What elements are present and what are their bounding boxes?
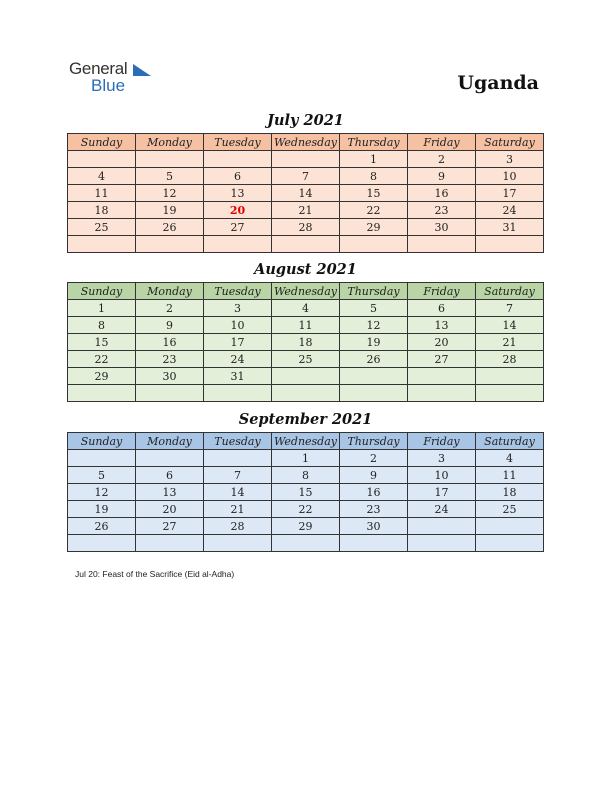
day-cell xyxy=(136,236,204,253)
day-cell: 29 xyxy=(68,368,136,385)
day-cell: 3 xyxy=(476,151,544,168)
day-cell: 26 xyxy=(340,351,408,368)
day-cell xyxy=(272,535,340,552)
day-cell: 21 xyxy=(204,501,272,518)
day-cell: 9 xyxy=(340,467,408,484)
day-cell: 13 xyxy=(136,484,204,501)
day-cell xyxy=(340,368,408,385)
day-cell xyxy=(476,518,544,535)
week-row xyxy=(68,236,544,253)
weekday-header: Monday xyxy=(136,134,204,151)
week-row xyxy=(68,300,544,317)
day-cell: 14 xyxy=(272,185,340,202)
day-cell: 2 xyxy=(340,450,408,467)
week-row xyxy=(68,501,544,518)
day-cell: 8 xyxy=(68,317,136,334)
day-cell: 31 xyxy=(204,368,272,385)
week-row xyxy=(68,385,544,402)
day-cell: 25 xyxy=(272,351,340,368)
day-cell: 31 xyxy=(476,219,544,236)
day-cell: 11 xyxy=(272,317,340,334)
country-title: Uganda xyxy=(457,72,539,94)
day-cell: 11 xyxy=(476,467,544,484)
day-cell xyxy=(408,518,476,535)
day-cell xyxy=(68,236,136,253)
day-cell: 27 xyxy=(408,351,476,368)
weekday-header: Thursday xyxy=(340,134,408,151)
day-cell: 20 xyxy=(136,501,204,518)
day-cell: 10 xyxy=(204,317,272,334)
weekday-header: Wednesday xyxy=(272,283,340,300)
month-title-september: September 2021 xyxy=(238,411,373,428)
weekday-header: Tuesday xyxy=(204,283,272,300)
week-row xyxy=(68,518,544,535)
day-cell: 5 xyxy=(68,467,136,484)
weekday-header: Tuesday xyxy=(204,433,272,450)
day-cell xyxy=(204,450,272,467)
day-cell xyxy=(136,151,204,168)
day-cell: 24 xyxy=(204,351,272,368)
day-cell: 2 xyxy=(136,300,204,317)
day-cell xyxy=(340,236,408,253)
week-row xyxy=(68,450,544,467)
day-cell: 8 xyxy=(272,467,340,484)
day-cell: 19 xyxy=(68,501,136,518)
weekday-header: Monday xyxy=(136,433,204,450)
calendar-body xyxy=(68,450,544,552)
weekday-header: Wednesday xyxy=(272,433,340,450)
day-cell: 4 xyxy=(68,168,136,185)
weekday-header: Sunday xyxy=(68,433,136,450)
weekday-header: Thursday xyxy=(340,433,408,450)
day-cell: 14 xyxy=(204,484,272,501)
weekday-header-row xyxy=(68,433,544,450)
day-cell: 17 xyxy=(204,334,272,351)
logo-text-general: General xyxy=(69,59,128,78)
day-cell xyxy=(136,450,204,467)
day-cell xyxy=(204,236,272,253)
calendar-body xyxy=(68,151,544,253)
week-row xyxy=(68,535,544,552)
day-cell xyxy=(68,385,136,402)
day-cell: 13 xyxy=(204,185,272,202)
day-cell: 30 xyxy=(340,518,408,535)
week-row xyxy=(68,484,544,501)
weekday-header: Sunday xyxy=(68,283,136,300)
day-cell: 7 xyxy=(204,467,272,484)
day-cell: 22 xyxy=(68,351,136,368)
calendar-september xyxy=(67,432,544,552)
day-cell xyxy=(272,236,340,253)
day-cell xyxy=(204,535,272,552)
day-cell: 5 xyxy=(136,168,204,185)
logo-text-blue: Blue xyxy=(91,76,126,95)
day-cell: 3 xyxy=(204,300,272,317)
day-cell xyxy=(408,368,476,385)
day-cell xyxy=(476,385,544,402)
day-cell: 19 xyxy=(136,202,204,219)
day-cell xyxy=(340,535,408,552)
day-cell: 16 xyxy=(408,185,476,202)
day-cell: 7 xyxy=(476,300,544,317)
weekday-header: Friday xyxy=(408,433,476,450)
day-cell: 4 xyxy=(476,450,544,467)
weekday-header: Tuesday xyxy=(204,134,272,151)
day-cell: 6 xyxy=(204,168,272,185)
day-cell: 18 xyxy=(476,484,544,501)
day-cell xyxy=(272,151,340,168)
day-cell: 1 xyxy=(340,151,408,168)
week-row xyxy=(68,317,544,334)
day-cell: 22 xyxy=(272,501,340,518)
weekday-header: Thursday xyxy=(340,283,408,300)
day-cell: 1 xyxy=(272,450,340,467)
day-cell: 12 xyxy=(68,484,136,501)
holiday-note: Jul 20: Feast of the Sacrifice (Eid al-Adha) xyxy=(75,569,235,579)
day-cell: 19 xyxy=(340,334,408,351)
week-row xyxy=(68,351,544,368)
day-cell xyxy=(476,236,544,253)
day-cell: 30 xyxy=(136,368,204,385)
day-cell: 25 xyxy=(476,501,544,518)
logo-triangle-icon xyxy=(133,62,153,78)
day-cell: 9 xyxy=(408,168,476,185)
day-cell: 28 xyxy=(476,351,544,368)
day-cell: 20 xyxy=(204,202,272,219)
week-row xyxy=(68,467,544,484)
day-cell: 9 xyxy=(136,317,204,334)
day-cell: 30 xyxy=(408,219,476,236)
day-cell: 17 xyxy=(408,484,476,501)
generalblue-logo xyxy=(69,60,127,94)
day-cell: 15 xyxy=(340,185,408,202)
day-cell xyxy=(68,535,136,552)
day-cell xyxy=(408,236,476,253)
day-cell: 1 xyxy=(68,300,136,317)
week-row xyxy=(68,368,544,385)
day-cell: 3 xyxy=(408,450,476,467)
day-cell: 24 xyxy=(408,501,476,518)
day-cell: 28 xyxy=(204,518,272,535)
week-row xyxy=(68,168,544,185)
day-cell: 13 xyxy=(408,317,476,334)
day-cell xyxy=(68,450,136,467)
day-cell xyxy=(272,385,340,402)
weekday-header: Saturday xyxy=(476,433,544,450)
day-cell xyxy=(408,535,476,552)
day-cell: 14 xyxy=(476,317,544,334)
day-cell: 18 xyxy=(68,202,136,219)
day-cell xyxy=(476,535,544,552)
day-cell xyxy=(136,385,204,402)
day-cell: 18 xyxy=(272,334,340,351)
week-row xyxy=(68,202,544,219)
day-cell: 16 xyxy=(340,484,408,501)
day-cell: 5 xyxy=(340,300,408,317)
day-cell xyxy=(408,385,476,402)
day-cell: 12 xyxy=(136,185,204,202)
day-cell: 11 xyxy=(68,185,136,202)
weekday-header: Saturday xyxy=(476,283,544,300)
month-title-july: July 2021 xyxy=(267,112,344,129)
weekday-header-row xyxy=(68,134,544,151)
day-cell: 2 xyxy=(408,151,476,168)
week-row xyxy=(68,334,544,351)
day-cell: 29 xyxy=(340,219,408,236)
day-cell: 26 xyxy=(136,219,204,236)
day-cell: 23 xyxy=(136,351,204,368)
day-cell: 28 xyxy=(272,219,340,236)
day-cell xyxy=(476,368,544,385)
calendar-july xyxy=(67,133,544,253)
weekday-header: Wednesday xyxy=(272,134,340,151)
day-cell: 25 xyxy=(68,219,136,236)
day-cell: 27 xyxy=(204,219,272,236)
weekday-header: Sunday xyxy=(68,134,136,151)
day-cell: 22 xyxy=(340,202,408,219)
month-title-august: August 2021 xyxy=(254,261,357,278)
day-cell xyxy=(68,151,136,168)
day-cell: 15 xyxy=(68,334,136,351)
weekday-header-row xyxy=(68,283,544,300)
day-cell: 20 xyxy=(408,334,476,351)
day-cell: 4 xyxy=(272,300,340,317)
day-cell: 21 xyxy=(476,334,544,351)
day-cell xyxy=(204,151,272,168)
weekday-header: Friday xyxy=(408,134,476,151)
day-cell: 21 xyxy=(272,202,340,219)
day-cell: 27 xyxy=(136,518,204,535)
day-cell: 10 xyxy=(408,467,476,484)
day-cell: 16 xyxy=(136,334,204,351)
day-cell: 15 xyxy=(272,484,340,501)
week-row xyxy=(68,185,544,202)
day-cell: 8 xyxy=(340,168,408,185)
day-cell: 29 xyxy=(272,518,340,535)
calendar-august xyxy=(67,282,544,402)
weekday-header: Monday xyxy=(136,283,204,300)
day-cell: 17 xyxy=(476,185,544,202)
day-cell: 23 xyxy=(340,501,408,518)
week-row xyxy=(68,151,544,168)
calendar-body xyxy=(68,300,544,402)
week-row xyxy=(68,219,544,236)
day-cell: 6 xyxy=(136,467,204,484)
day-cell: 12 xyxy=(340,317,408,334)
weekday-header: Saturday xyxy=(476,134,544,151)
day-cell xyxy=(204,385,272,402)
day-cell: 6 xyxy=(408,300,476,317)
day-cell: 10 xyxy=(476,168,544,185)
day-cell xyxy=(340,385,408,402)
weekday-header: Friday xyxy=(408,283,476,300)
day-cell: 26 xyxy=(68,518,136,535)
day-cell xyxy=(272,368,340,385)
day-cell: 23 xyxy=(408,202,476,219)
day-cell: 24 xyxy=(476,202,544,219)
day-cell xyxy=(136,535,204,552)
day-cell: 7 xyxy=(272,168,340,185)
